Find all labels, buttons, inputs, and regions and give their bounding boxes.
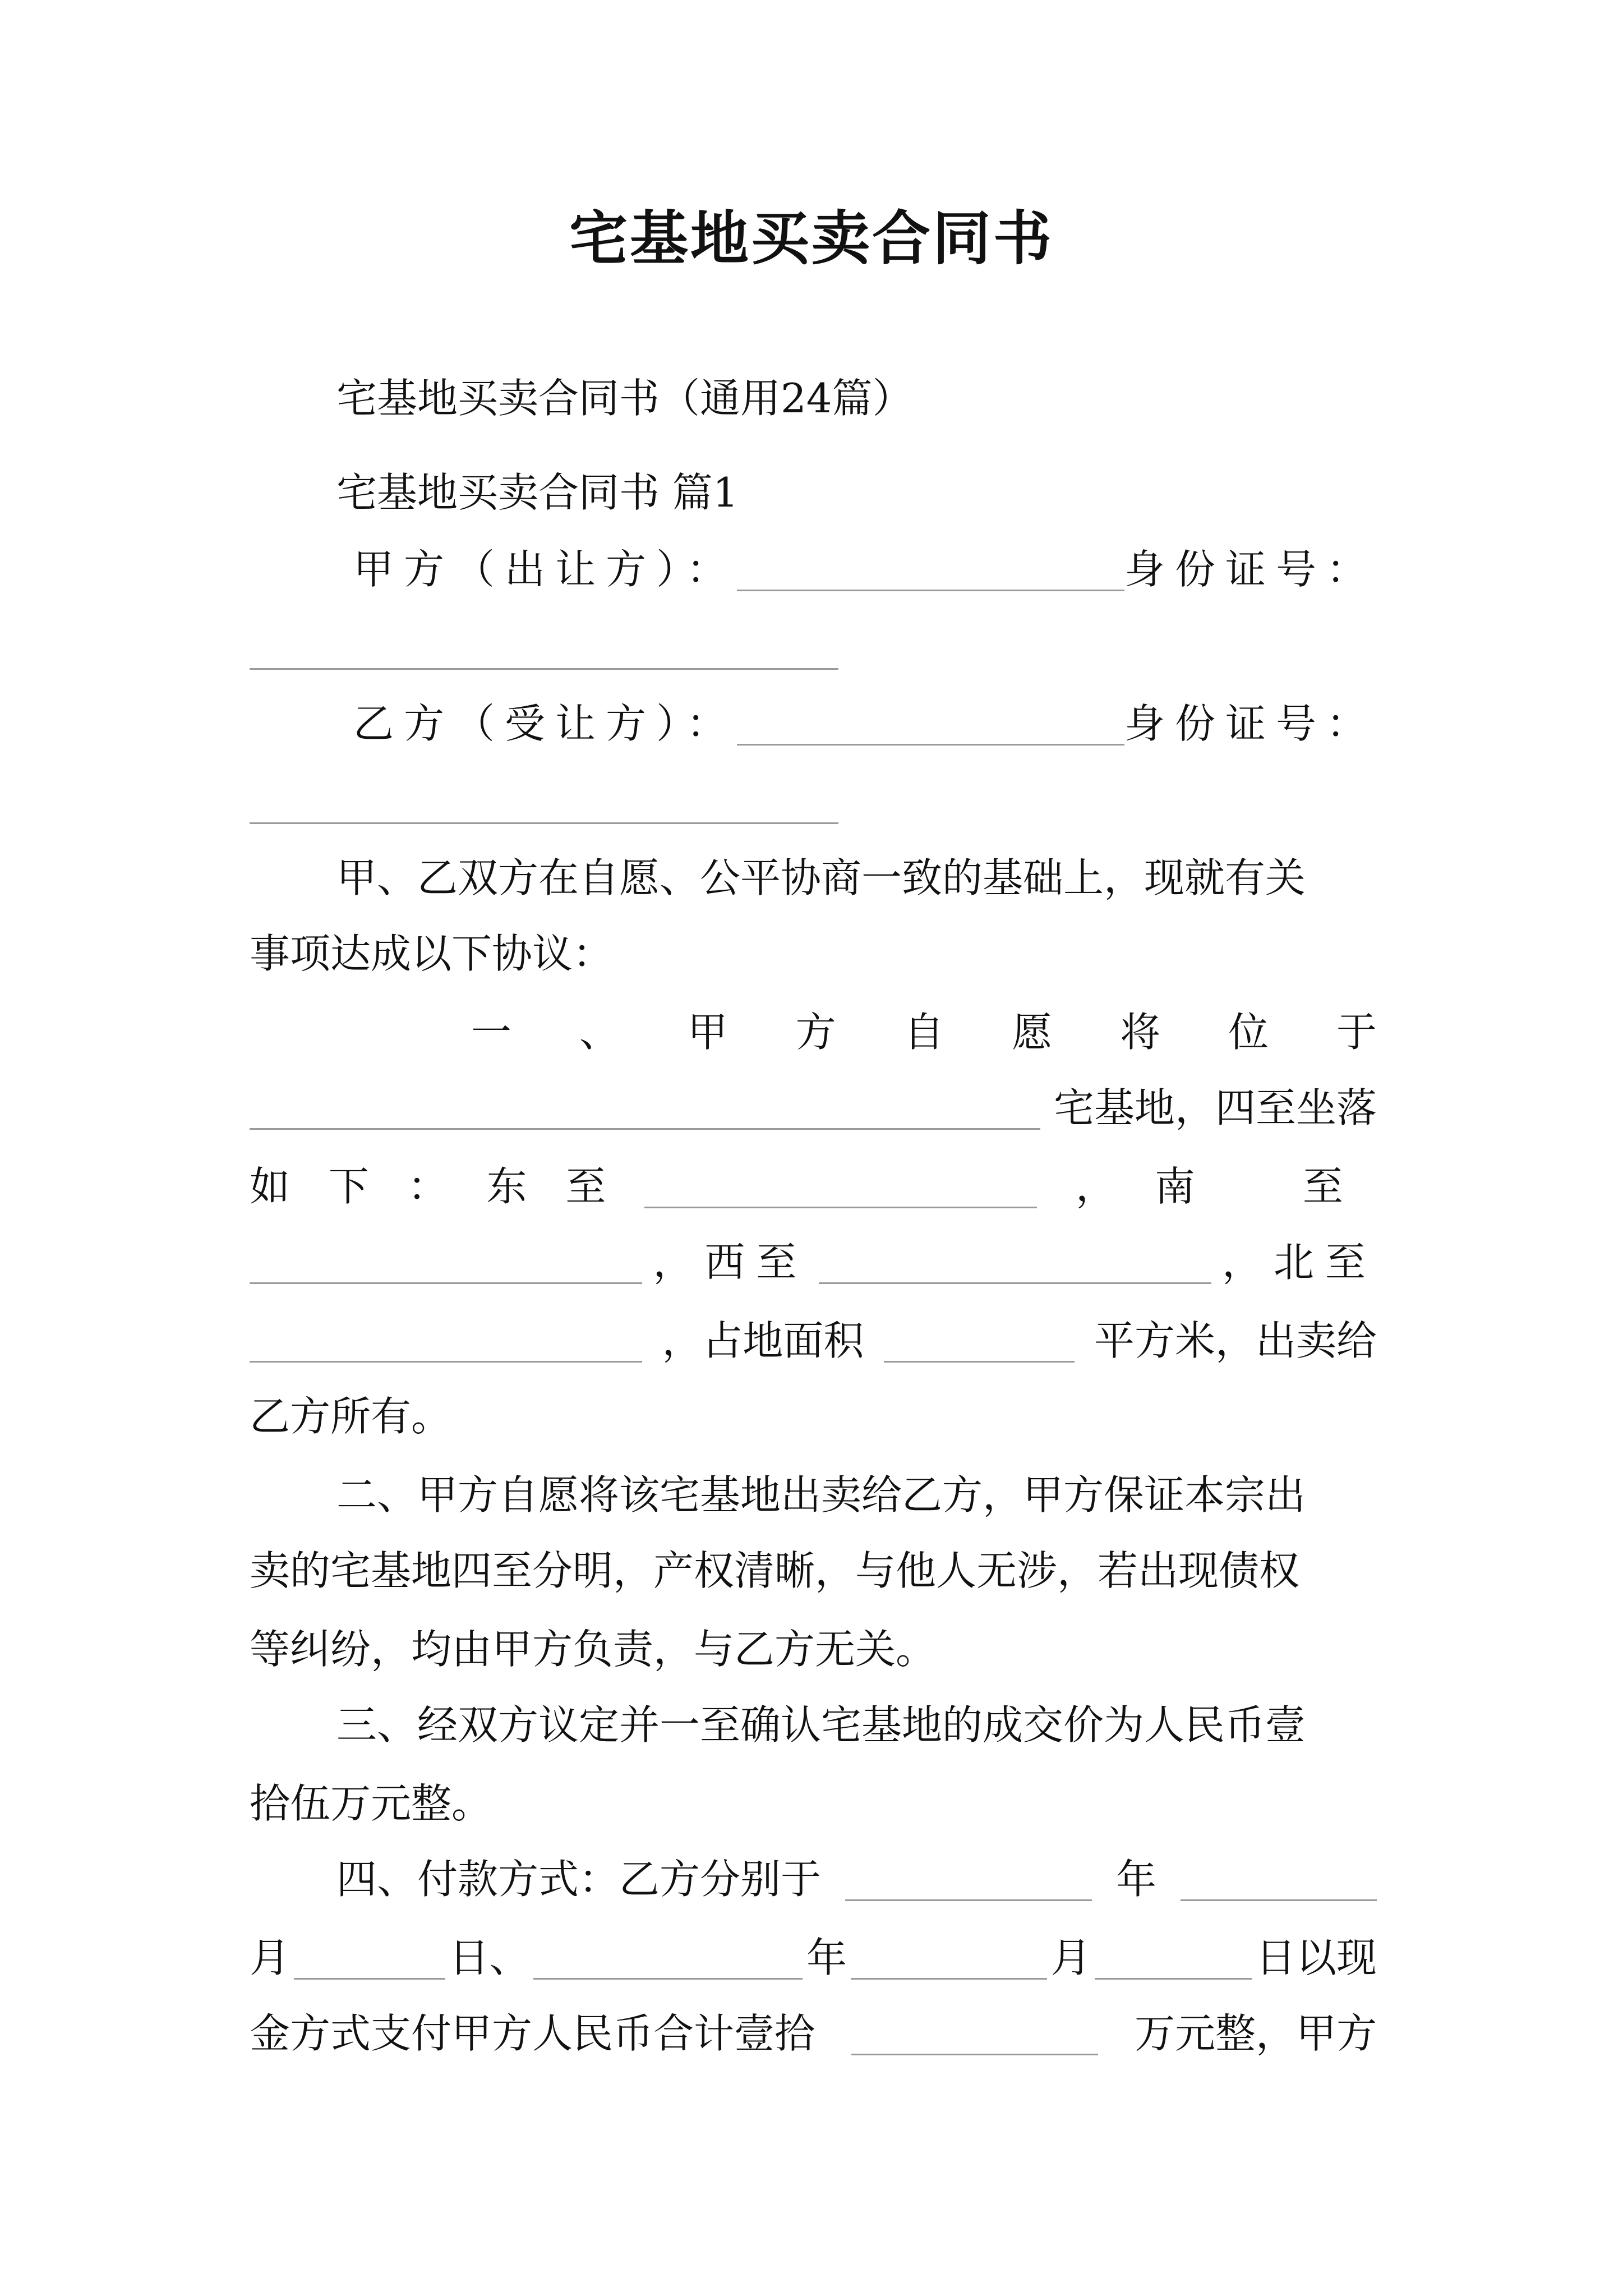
- subtitle: [250, 359, 1377, 438]
- party-a-label: 甲方（出让方）：: [353, 546, 737, 593]
- clause2-text-3: 等纠纷，均由甲方负责，与乙方无关。: [250, 1626, 937, 1673]
- clause2-text-2: 卖的宅基地四至分明，产权清晰，与他人无涉，若出现债权: [250, 1547, 1300, 1594]
- clause1-char: 将: [1120, 1009, 1161, 1056]
- year-label: 年: [806, 1934, 847, 1981]
- clause2-text-1: 二、甲方自愿将该宅基地出卖给乙方，甲方保证本宗出: [336, 1471, 1306, 1519]
- area-label: ，占地面积: [662, 1317, 864, 1364]
- west-label: ，西至: [653, 1239, 808, 1286]
- clause1-char: ：: [407, 1163, 448, 1210]
- year-label: 年: [1115, 1856, 1156, 1903]
- west-boundary-blank: [819, 1241, 1211, 1284]
- clause1-char: 至: [565, 1163, 606, 1210]
- clause1-comma: ，: [1076, 1163, 1117, 1210]
- clause3-line-1: [250, 1686, 1377, 1764]
- month-label: 月: [250, 1934, 291, 1981]
- clause1-line-4: [250, 1223, 1377, 1301]
- party-b-id-line: [250, 763, 1377, 841]
- clause1-char: 于: [1336, 1009, 1377, 1056]
- clause1-char: 、: [579, 1009, 620, 1056]
- clause4-line-3: [250, 1994, 1377, 2073]
- party-b-id-label: 身份证号：: [1124, 700, 1377, 747]
- party-a-id-line: [250, 609, 1377, 687]
- part-label: [250, 453, 1377, 532]
- party-b-line: [250, 684, 1377, 763]
- party-a-id-blank: [250, 627, 838, 670]
- clause3-line-2: [250, 1764, 1377, 1843]
- clause4-line-1: [250, 1840, 1377, 1918]
- clause1-char: 一: [471, 1009, 512, 1056]
- north-boundary-blank: [250, 1319, 642, 1363]
- party-b-label: 乙方（受让方）：: [353, 700, 737, 747]
- party-a-name-blank: [737, 548, 1124, 591]
- pay1-day-blank: [294, 1936, 445, 1980]
- clause1-char: 下: [328, 1163, 369, 1210]
- clause1-char: 位: [1228, 1009, 1269, 1056]
- clause4-line3-tail: 万元整，甲方: [1134, 2010, 1377, 2057]
- part-label-text: 宅基地买卖合同书 篇1: [336, 469, 739, 516]
- pay2-month-blank: [851, 1936, 1047, 1980]
- day-tail: 日以现: [1255, 1934, 1377, 1981]
- pay1-month-blank: [1181, 1858, 1377, 1901]
- subtitle-text: 宅基地买卖合同书（通用24篇）: [336, 375, 913, 422]
- south-boundary-blank: [250, 1241, 642, 1284]
- clause1-line-5: [250, 1301, 1377, 1380]
- party-a-line: [250, 530, 1377, 609]
- clause1-char: 愿: [1012, 1009, 1053, 1056]
- clause1-line2-text: 宅基地，四至坐落: [1053, 1084, 1377, 1131]
- document-title: 宅基地买卖合同书: [569, 204, 1054, 273]
- month-label: 月: [1050, 1934, 1091, 1981]
- clause1-line-1: [250, 993, 1377, 1071]
- north-label: ，北至: [1221, 1239, 1377, 1286]
- clause1-line-2: [250, 1069, 1377, 1147]
- pay2-day-blank: [1095, 1936, 1252, 1980]
- intro-text-1: 甲、乙双方在自愿、公平协商一致的基础上，现就有关: [336, 854, 1306, 901]
- clause4-head: 四、付款方式：乙方分别于: [336, 1856, 822, 1903]
- party-a-id-label: 身份证号：: [1124, 546, 1377, 593]
- party-b-name-blank: [737, 702, 1124, 746]
- clause3-text-1: 三、经双方议定并一至确认宅基地的成交价为人民币壹: [336, 1701, 1306, 1749]
- intro-line-2: [250, 914, 1377, 993]
- clause1-char: 如: [250, 1163, 291, 1210]
- total-amount-blank: [851, 2012, 1098, 2055]
- clause2-line-1: [250, 1456, 1377, 1534]
- location-blank: [250, 1087, 1040, 1130]
- south-label: 南 至: [1154, 1163, 1377, 1210]
- clause4-line3-head: 金方式支付甲方人民币合计壹拾: [250, 2010, 815, 2057]
- clause1-char: 方: [795, 1009, 836, 1056]
- area-blank: [884, 1319, 1075, 1363]
- clause1-line6-text: 乙方所有。: [250, 1393, 452, 1440]
- intro-text-2: 事项达成以下协议：: [250, 930, 614, 977]
- clause1-char: 东: [486, 1163, 527, 1210]
- day-separator: 日、: [449, 1934, 530, 1981]
- clause1-char: 甲: [687, 1009, 728, 1056]
- pay2-year-blank: [533, 1936, 803, 1980]
- clause4-line-2: [250, 1918, 1377, 1997]
- clause1-line-3: [250, 1147, 1377, 1226]
- intro-line-1: [250, 839, 1377, 917]
- clause2-line-2: [250, 1531, 1377, 1610]
- pay1-year-blank: [845, 1858, 1092, 1901]
- clause1-char: 自: [903, 1009, 944, 1056]
- clause2-line-3: [250, 1610, 1377, 1688]
- clause3-text-2: 拾伍万元整。: [250, 1780, 492, 1827]
- clause1-line-6: [250, 1377, 1377, 1456]
- east-boundary-blank: [644, 1165, 1037, 1208]
- area-tail: 平方米，出卖给: [1094, 1317, 1377, 1364]
- party-b-id-blank: [250, 781, 838, 824]
